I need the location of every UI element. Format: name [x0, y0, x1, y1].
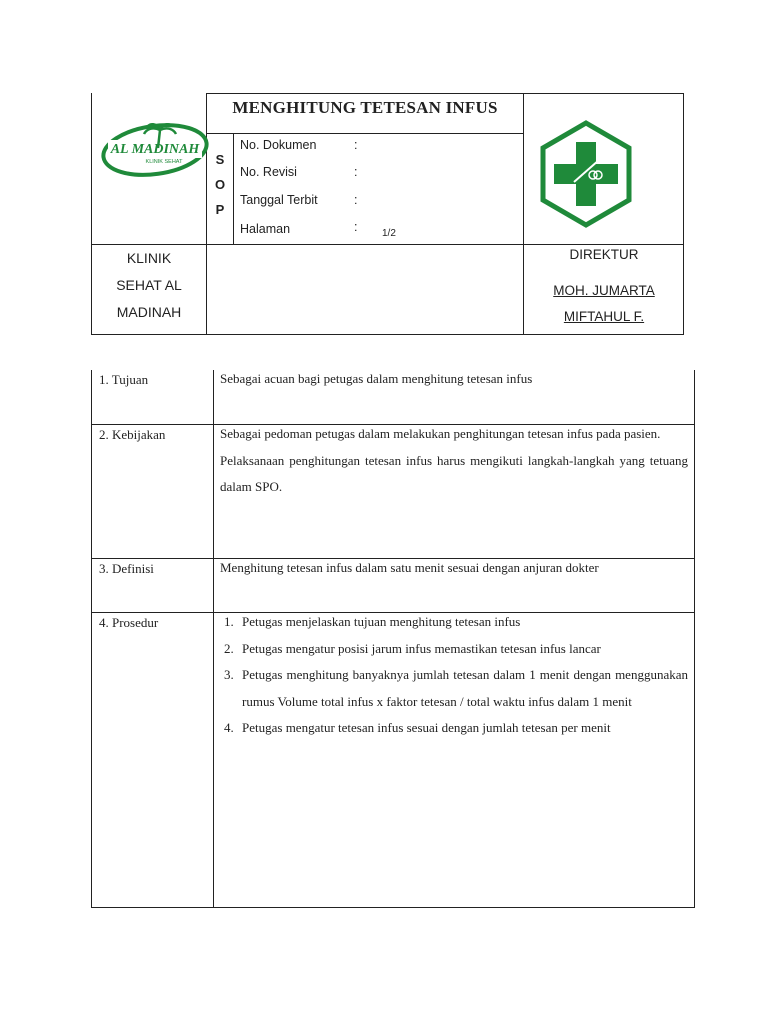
- director-label: DIREKTUR: [569, 247, 639, 262]
- procedure-step-text: Petugas mengatur tetesan infus sesuai dengan jumlah tetesan per menit: [242, 720, 611, 735]
- header-bottom-border: [91, 334, 684, 335]
- director-name-line-1: MOH. JUMARTA: [553, 283, 655, 298]
- meta-label-tanggal: Tanggal Terbit: [240, 193, 318, 207]
- section-label-prosedur: 4. Prosedur: [99, 615, 159, 630]
- logo-text: AL MADINAH: [110, 142, 200, 157]
- section-label-definisi: 3. Definisi: [99, 561, 154, 576]
- title-divider: [206, 133, 523, 134]
- director-name-line-2: MIFTAHUL F.: [563, 309, 645, 324]
- procedure-step: [220, 662, 688, 715]
- procedure-step-number: 1.: [224, 614, 234, 629]
- sop-letter-o: O: [214, 177, 226, 192]
- medical-cross-icon: [539, 120, 633, 228]
- procedure-step-text: Petugas menghitung banyaknya jumlah tetesan dalam 1 menit dengan menggunakan rumus Volume total infus x faktor tetesan / total waktu infus dalam 1 menit: [242, 667, 688, 709]
- section-text-kebijakan: [220, 421, 688, 501]
- procedure-step-text: Petugas mengatur posisi jarum infus memastikan tetesan infus lancar: [242, 640, 601, 656]
- kebijakan-paragraph-2: Pelaksanaan penghitungan tetesan infus harus mengikuti langkah-langkah yang tetuang dalam SPO.: [220, 452, 688, 494]
- clinic-name: [92, 245, 206, 326]
- meta-colon-tanggal: :: [354, 193, 358, 207]
- sop-col-border: [233, 133, 234, 245]
- document-title: MENGHITUNG TETESAN INFUS: [232, 98, 498, 117]
- meta-label-revisi: No. Revisi: [240, 165, 297, 179]
- section-text-tujuan: Sebagai acuan bagi petugas dalam menghitung tetesan infus: [220, 371, 533, 386]
- clinic-name-line-1: KLINIK: [126, 250, 172, 266]
- procedure-list: [220, 609, 688, 742]
- clinic-name-line-2: SEHAT AL: [116, 277, 182, 293]
- logo-subtext: KLINIK SEHAT: [145, 159, 183, 165]
- section-text-definisi: Menghitung tetesan infus dalam satu menit sesuai dengan anjuran dokter: [220, 560, 599, 575]
- meta-label-halaman: Halaman: [240, 222, 291, 236]
- body-right-border: [694, 370, 695, 908]
- director-name: [524, 278, 684, 330]
- procedure-step: [220, 609, 688, 636]
- body-left-border: [91, 370, 92, 908]
- clinic-logo: [100, 118, 210, 182]
- procedure-step: [220, 715, 688, 742]
- section-label-tujuan: 1. Tujuan: [99, 372, 149, 387]
- procedure-step-number: 3.: [224, 667, 234, 682]
- meta-value-halaman: 1/2: [382, 228, 396, 239]
- procedure-step-number: 4.: [224, 720, 234, 735]
- clinic-name-line-3: MADINAH: [116, 304, 182, 320]
- meta-colon-halaman: :: [354, 220, 358, 234]
- kebijakan-paragraph-1: Sebagai pedoman petugas dalam melakukan penghitungan tetesan infus pada pasien.: [220, 426, 661, 441]
- header-top-border: [206, 93, 684, 94]
- sop-letter-s: S: [215, 152, 225, 167]
- meta-label-dokumen: No. Dokumen: [240, 138, 317, 152]
- body-col-divider: [213, 370, 214, 908]
- section-label-kebijakan: 2. Kebijakan: [99, 427, 166, 442]
- meta-colon-dokumen: :: [354, 138, 358, 152]
- meta-colon-revisi: :: [354, 165, 358, 179]
- body-bottom-border: [91, 907, 695, 908]
- procedure-step-number: 2.: [224, 640, 234, 656]
- procedure-step-text: Petugas menjelaskan tujuan menghitung tetesan infus: [242, 614, 521, 629]
- sop-letter-p: P: [215, 202, 225, 217]
- procedure-step: [220, 636, 688, 663]
